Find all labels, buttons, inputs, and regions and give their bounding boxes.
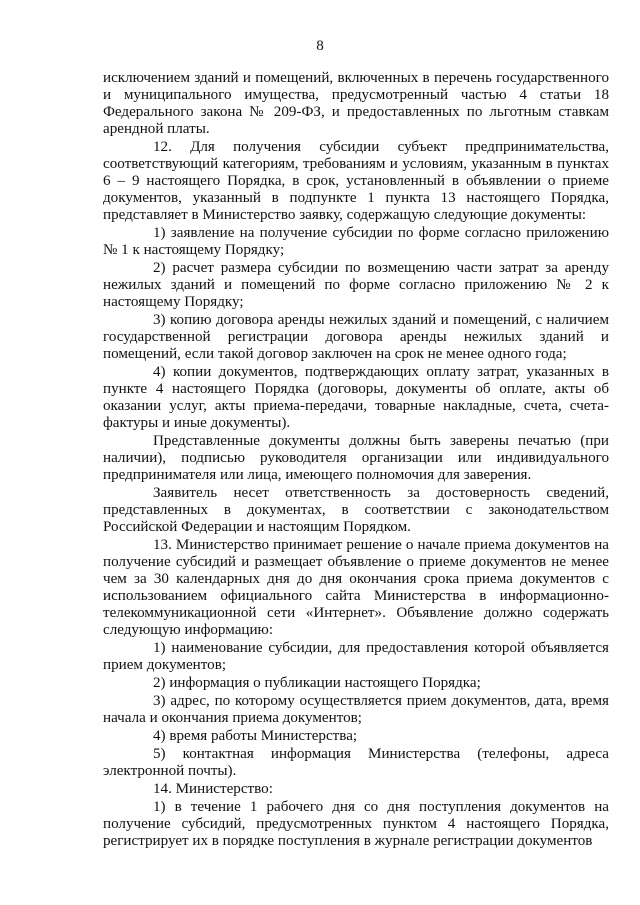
paragraph-12-item-3: 3) копию договора аренды нежилых зданий и помещений, с наличием государственной регистрации договора аренды нежилых зданий и помещений, если такой договор заключен на срок не менее одного года; xyxy=(103,312,609,362)
page-number: 8 xyxy=(316,38,324,54)
document-body xyxy=(103,70,609,851)
paragraph-13-item-3: 3) адрес, по которому осуществляется прием документов, дата, время начала и окончания приема документов; xyxy=(103,693,609,726)
paragraph-13-item-5: 5) контактная информация Министерства (телефоны, адреса электронной почты). xyxy=(103,746,609,779)
paragraph-12-item-4: 4) копии документов, подтверждающих оплату затрат, указанных в пункте 4 настоящего Порядка (договоры, документы об оплате, акты об оказании услуг, акты приема-передачи, товарные накладные, счета, счета-фактуры и иные документы). xyxy=(103,364,609,431)
paragraph-13-item-4: 4) время работы Министерства; xyxy=(153,728,358,744)
paragraph-12-item-1: 1) заявление на получение субсидии по форме согласно приложению № 1 к настоящему Порядку; xyxy=(103,225,609,258)
paragraph-responsibility: Заявитель несет ответственность за достоверность сведений, представленных в документах, в соответствии с законодательством Российской Федерации и настоящим Порядком. xyxy=(103,485,609,535)
paragraph-12: 12. Для получения субсидии субъект предпринимательства, соответствующий категориям, требованиям и условиям, указанным в пунктах 6 – 9 настоящего Порядка, в срок, установленный в объявлении о приеме документов, указанный в подпункте 1 пункта 13 настоящего Порядка, представляет в Министерство заявку, содержащую следующие документы: xyxy=(103,139,609,223)
paragraph-14-item-1: 1) в течение 1 рабочего дня со дня поступления документов на получение субсидий, предусмотренных пунктом 4 настоящего Порядка, регистрирует их в порядке поступления в журнале регистрации документов xyxy=(103,799,609,849)
paragraph-13-item-2: 2) информация о публикации настоящего Порядка; xyxy=(153,675,481,691)
paragraph-certification: Представленные документы должны быть заверены печатью (при наличии), подписью руководителя организации или индивидуального предпринимателя или лица, имеющего полномочия для заверения. xyxy=(103,433,609,483)
paragraph-continuation: исключением зданий и помещений, включенных в перечень государственного и муниципального имущества, предусмотренный частью 4 статьи 18 Федерального закона № 209-ФЗ, и предоставленных по льготным ставкам арендной платы. xyxy=(103,70,609,137)
paragraph-12-item-2: 2) расчет размера субсидии по возмещению части затрат за аренду нежилых зданий и помещений по форме согласно приложению № 2 к настоящему Порядку; xyxy=(103,260,609,310)
paragraph-14: 14. Министерство: xyxy=(153,781,273,797)
paragraph-13-item-1: 1) наименование субсидии, для предоставления которой объявляется прием документов; xyxy=(103,640,609,673)
paragraph-13: 13. Министерство принимает решение о начале приема документов на получение субсидий и размещает объявление о приеме документов не менее чем за 30 календарных дня до дня окончания срока приема документов с использованием официального сайта Министерства в информационно-телекоммуникационной сети «Интернет». Объявление должно содержать следующую информацию: xyxy=(103,537,609,638)
